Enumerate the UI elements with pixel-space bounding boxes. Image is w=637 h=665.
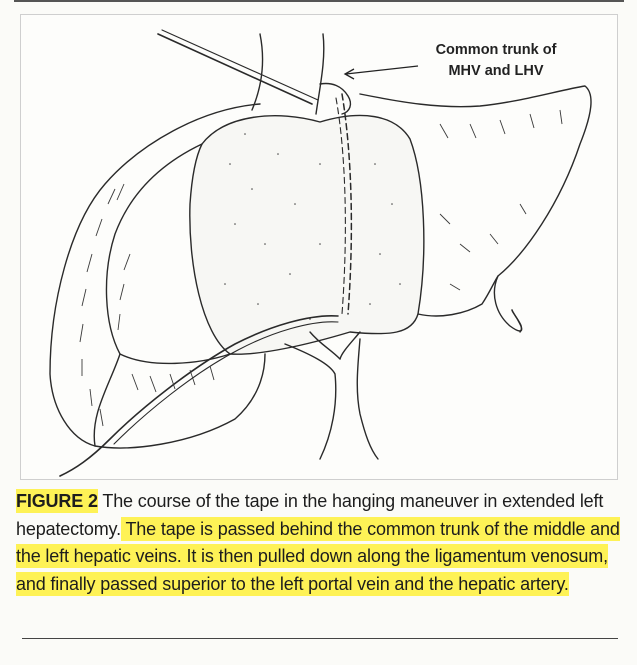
portal-vein-right: [357, 339, 378, 459]
caption-text-highlighted: The tape is passed behind the common trunk of the middle and the left hepatic veins. It is then pulled down along the ligamentum venosum, and finally passed superior to the left portal vein and the hepatic artery.: [16, 518, 620, 594]
caption-label: FIGURE 2: [16, 491, 98, 511]
figure-caption: [16, 488, 622, 598]
callout-label: [396, 40, 596, 82]
liver-illustration: [20, 14, 618, 480]
left-lobe-lower: [418, 276, 498, 316]
tape-upper: [158, 34, 312, 104]
callout-line-2: MHV and LHV: [448, 63, 544, 79]
bottom-rule: [22, 638, 618, 639]
portal-branch-b: [340, 332, 360, 359]
left-lobe-hatching: [440, 110, 562, 290]
ivc-right-wall: [316, 34, 324, 114]
tape-upper-b: [162, 30, 318, 100]
callout-line-1: Common trunk of: [435, 42, 557, 58]
caption-text-plain: The course of the tape in the hanging maneuver in extended left hepatectomy.: [16, 491, 604, 539]
portal-vein-left: [285, 344, 336, 459]
page-top-edge: [14, 0, 624, 2]
hepatic-vein-trunk: [320, 84, 350, 115]
ivc-left-wall: [252, 34, 263, 110]
